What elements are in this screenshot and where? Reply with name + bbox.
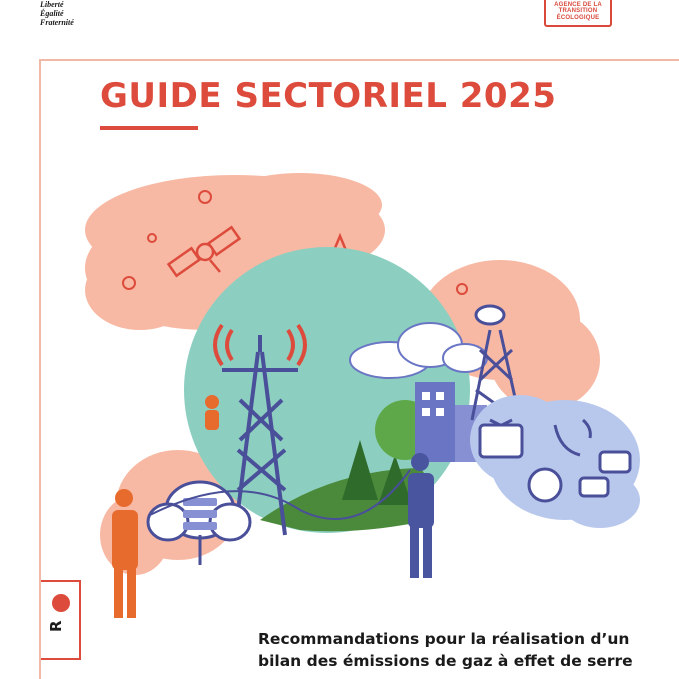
server-rack-icon	[183, 498, 217, 530]
globe-web-icon	[529, 469, 561, 501]
ademe-logo-line-3: ÉCOLOGIQUE	[556, 14, 600, 21]
ademe-logo-line-2: TRANSITION	[558, 8, 598, 15]
side-label: R	[47, 620, 65, 632]
subtitle-line-1: Recommandations pour la réalisation d’un	[258, 630, 630, 648]
cover-title: GUIDE SECTORIEL 2025	[100, 76, 557, 116]
side-badge	[41, 580, 81, 660]
motto-fraternite: Fraternité	[40, 18, 74, 27]
worker-climbing-icon	[205, 395, 219, 430]
motto-egalite: Égalité	[40, 9, 64, 18]
magnifier-icon	[52, 594, 70, 612]
satellite-dish-icon	[476, 306, 504, 324]
tv-icon	[480, 420, 522, 457]
motto-liberte: Liberté	[40, 0, 64, 9]
ademe-logo-line-1: AGENCE DE LA	[554, 2, 602, 8]
cover-subtitle	[258, 628, 658, 672]
subtitle-line-2: bilan des émissions de gaz à effet de serre	[258, 652, 633, 670]
